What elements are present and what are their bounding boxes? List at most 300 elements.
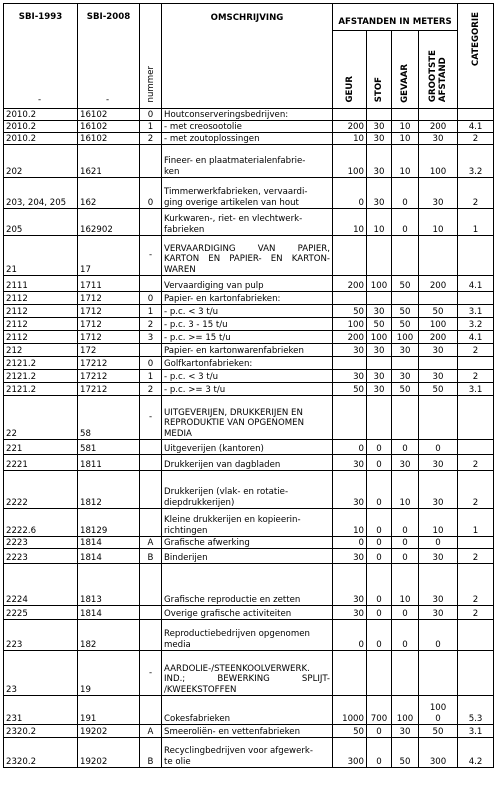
grootste-afstand-cell: 50 (419, 305, 458, 318)
gevaar-cell: 50 (392, 276, 419, 292)
geur-cell: 30 (333, 455, 367, 471)
omschrijving-line: Papier- en kartonfabrieken: (164, 293, 281, 304)
table-row (4, 549, 494, 564)
header-sbi-1993-dash: - (38, 94, 42, 105)
gevaar-cell (392, 292, 419, 305)
omschrijving-line: - p.c. < 3 t/u (164, 371, 219, 382)
omschrijving-line: Grafische reproductie en zetten (164, 594, 301, 605)
nummer-cell (140, 209, 162, 236)
sbi-2008-cell: 1813 (78, 564, 140, 606)
table-row (4, 276, 494, 292)
grootste-afstand-cell (419, 651, 458, 696)
nummer-cell (140, 509, 162, 537)
omschrijving-line: AARDOLIE-/STEENKOOLVERWERK. (164, 663, 310, 674)
sbi-2008-cell: 172 (78, 344, 140, 357)
sbi-1993-cell: 231 (4, 696, 78, 725)
categorie-cell: 3.2 (458, 318, 494, 331)
nummer-cell (140, 440, 162, 455)
sbi-1993-cell: 2010.2 (4, 133, 78, 145)
gevaar-cell: 100 (392, 331, 419, 344)
table-row (4, 651, 494, 696)
sbi-1993-cell: 2112 (4, 305, 78, 318)
stof-cell: 100 (367, 331, 392, 344)
nummer-cell (140, 606, 162, 620)
sbi-1993-cell: 221 (4, 440, 78, 455)
sbi-2008-cell: 182 (78, 620, 140, 651)
grootste-afstand-cell: 200 (419, 331, 458, 344)
stof-cell: 0 (367, 738, 392, 768)
omschrijving-line: Houtconserveringsbedrijven: (164, 109, 289, 120)
nummer-cell: 2 (140, 383, 162, 396)
nummer-cell (140, 455, 162, 471)
sbi-1993-cell: 205 (4, 209, 78, 236)
table-row (4, 471, 494, 509)
sbi-2008-cell: 162 (78, 178, 140, 209)
sbi-1993-cell: 2223 (4, 549, 78, 564)
categorie-cell: 2 (458, 344, 494, 357)
omschrijving-line: IND.; BEWERKING SPLIJT- (164, 674, 330, 684)
omschrijving-line: Golfkartonfabrieken: (164, 358, 253, 369)
omschrijving-line: Drukkerijen van dagbladen (164, 459, 281, 470)
geur-cell: 100 (333, 318, 367, 331)
table-row (4, 331, 494, 344)
geur-cell: 200 (333, 331, 367, 344)
categorie-cell: 4.1 (458, 331, 494, 344)
grootste-afstand-cell: 100 (419, 145, 458, 178)
sbi-1993-cell: 2320.2 (4, 725, 78, 738)
omschrijving-cell (162, 564, 333, 606)
grootste-afstand-cell: 30 (419, 471, 458, 509)
categorie-cell: 3.2 (458, 145, 494, 178)
table-row (4, 318, 494, 331)
geur-cell: 10 (333, 509, 367, 537)
gevaar-cell (392, 396, 419, 440)
geur-cell: 200 (333, 121, 367, 133)
omschrijving-line: MEDIA (164, 428, 192, 439)
header-gevaar: GEVAAR (392, 30, 419, 108)
omschrijving-cell (162, 292, 333, 305)
nummer-cell: - (140, 396, 162, 440)
sbi-2008-cell: 162902 (78, 209, 140, 236)
omschrijving-cell (162, 738, 333, 768)
categorie-cell (458, 236, 494, 276)
stof-cell: 0 (367, 509, 392, 537)
omschrijving-cell (162, 537, 333, 549)
table-row (4, 537, 494, 549)
nummer-cell: 3 (140, 331, 162, 344)
gevaar-cell: 0 (392, 620, 419, 651)
gevaar-cell: 30 (392, 370, 419, 383)
omschrijving-line: ging overige artikelen van hout (164, 197, 299, 208)
stof-cell: 30 (367, 344, 392, 357)
omschrijving-line: Cokesfabrieken (164, 713, 231, 724)
omschrijving-cell (162, 725, 333, 738)
table-row (4, 370, 494, 383)
header-geur: GEUR (333, 30, 367, 108)
sbi-2008-cell: 16102 (78, 109, 140, 121)
gevaar-cell: 100 (392, 696, 419, 725)
omschrijving-cell (162, 651, 333, 696)
geur-cell: 30 (333, 370, 367, 383)
omschrijving-cell (162, 549, 333, 564)
omschrijving-line: Fineer- en plaatmaterialenfabrie- (164, 156, 306, 166)
stof-cell: 0 (367, 725, 392, 738)
header-grootste-afstand: GROOTSTE AFSTAND (419, 30, 458, 108)
sbi-2008-cell: 1712 (78, 331, 140, 344)
geur-cell: 50 (333, 305, 367, 318)
omschrijving-line: Papier- en kartonwarenfabrieken (164, 345, 304, 356)
stof-cell: 700 (367, 696, 392, 725)
grootste-afstand-cell: 30 (419, 564, 458, 606)
geur-cell: 50 (333, 383, 367, 396)
gevaar-cell: 50 (392, 305, 419, 318)
sbi-1993-cell: 2223 (4, 537, 78, 549)
sbi-1993-cell: 2121.2 (4, 370, 78, 383)
omschrijving-line: - p.c. 3 - 15 t/u (164, 319, 228, 330)
geur-cell (333, 236, 367, 276)
sbi-2008-cell: 1712 (78, 318, 140, 331)
grootste-afstand-cell: 30 (419, 370, 458, 383)
table-row (4, 696, 494, 725)
sbi-1993-cell: 2224 (4, 564, 78, 606)
grootste-afstand-cell (419, 357, 458, 370)
table-row (4, 509, 494, 537)
omschrijving-line: REPRODUKTIE VAN OPGENOMEN (164, 418, 305, 428)
omschrijving-cell (162, 620, 333, 651)
sbi-2008-cell: 17 (78, 236, 140, 276)
stof-cell: 30 (367, 383, 392, 396)
grootste-afstand-cell: 30 (419, 178, 458, 209)
stof-cell: 30 (367, 370, 392, 383)
sbi-2008-cell: 19202 (78, 738, 140, 768)
sbi-1993-cell: 2320.2 (4, 738, 78, 768)
nummer-cell (140, 471, 162, 509)
sbi-2008-cell: 1711 (78, 276, 140, 292)
omschrijving-line: /KWEEKSTOFFEN (164, 684, 237, 695)
grootste-afstand-cell: 300 (419, 738, 458, 768)
sbi-2008-cell: 19 (78, 651, 140, 696)
omschrijving-cell (162, 606, 333, 620)
grootste-afstand-cell: 30 (419, 606, 458, 620)
sbi-2008-cell: 1621 (78, 145, 140, 178)
table-row (4, 738, 494, 768)
header-stof: STOF (367, 30, 392, 108)
sbi-1993-cell: 2112 (4, 331, 78, 344)
geur-cell (333, 651, 367, 696)
stof-cell: 0 (367, 564, 392, 606)
table-row (4, 178, 494, 209)
geur-cell: 1000 (333, 696, 367, 725)
omschrijving-line: WAREN (164, 264, 196, 275)
omschrijving-cell (162, 236, 333, 276)
gevaar-cell: 0 (392, 509, 419, 537)
header-nummer: nummer (140, 4, 162, 109)
nummer-cell: 2 (140, 318, 162, 331)
stof-cell: 0 (367, 549, 392, 564)
nummer-cell: 0 (140, 357, 162, 370)
gevaar-cell: 50 (392, 383, 419, 396)
omschrijving-cell (162, 509, 333, 537)
gevaar-cell: 10 (392, 564, 419, 606)
sbi-2008-cell: 17212 (78, 383, 140, 396)
gevaar-cell: 10 (392, 121, 419, 133)
categorie-cell: 2 (458, 564, 494, 606)
table-row (4, 236, 494, 276)
nummer-cell (140, 145, 162, 178)
categorie-cell (458, 357, 494, 370)
gevaar-cell: 0 (392, 549, 419, 564)
stof-cell: 0 (367, 606, 392, 620)
sbi-1993-cell: 2112 (4, 318, 78, 331)
omschrijving-line: Smeeroliën- en vettenfabrieken (164, 726, 301, 737)
categorie-cell: 2 (458, 471, 494, 509)
sbi-1993-cell: 212 (4, 344, 78, 357)
geur-cell: 0 (333, 440, 367, 455)
categorie-cell: 2 (458, 549, 494, 564)
sbi-1993-cell: 22 (4, 396, 78, 440)
sbi-2008-cell: 1812 (78, 471, 140, 509)
stof-cell: 10 (367, 209, 392, 236)
categorie-cell (458, 396, 494, 440)
geur-cell: 50 (333, 725, 367, 738)
omschrijving-cell (162, 145, 333, 178)
table-row (4, 305, 494, 318)
gevaar-cell (392, 236, 419, 276)
grootste-afstand-cell: 100 0 (419, 696, 458, 725)
sbi-1993-cell: 2010.2 (4, 121, 78, 133)
stof-cell (367, 396, 392, 440)
geur-cell: 30 (333, 606, 367, 620)
sbi-1993-cell: 2222.6 (4, 509, 78, 537)
stof-cell: 30 (367, 305, 392, 318)
nummer-cell: 2 (140, 133, 162, 145)
sbi-2008-cell: 1712 (78, 305, 140, 318)
nummer-cell: 0 (140, 109, 162, 121)
sbi-1993-cell: 203, 204, 205 (4, 178, 78, 209)
omschrijving-line: Drukkerijen (vlak- en rotatie- (164, 487, 289, 497)
nummer-cell: 1 (140, 370, 162, 383)
geur-cell: 30 (333, 564, 367, 606)
gevaar-cell: 0 (392, 209, 419, 236)
nummer-cell: A (140, 725, 162, 738)
categorie-cell: 2 (458, 455, 494, 471)
nummer-cell: 0 (140, 292, 162, 305)
table-row (4, 606, 494, 620)
gevaar-cell (392, 357, 419, 370)
nummer-cell: 1 (140, 305, 162, 318)
omschrijving-line: - p.c. >= 15 t/u (164, 332, 231, 343)
geur-cell (333, 292, 367, 305)
geur-cell: 0 (333, 178, 367, 209)
table-row (4, 133, 494, 145)
grootste-afstand-cell: 30 (419, 455, 458, 471)
table-row (4, 209, 494, 236)
grootste-afstand-cell (419, 292, 458, 305)
table-row (4, 292, 494, 305)
nummer-cell (140, 620, 162, 651)
stof-cell: 0 (367, 455, 392, 471)
table-row (4, 145, 494, 178)
omschrijving-cell (162, 455, 333, 471)
sbi-1993-cell: 202 (4, 145, 78, 178)
geur-cell: 10 (333, 133, 367, 145)
omschrijving-cell (162, 344, 333, 357)
categorie-cell: 1 (458, 509, 494, 537)
geur-cell: 30 (333, 549, 367, 564)
header-sbi-2008-dash: - (106, 94, 110, 105)
geur-cell: 10 (333, 209, 367, 236)
grootste-afstand-cell: 0 (419, 440, 458, 455)
sbi-2008-cell: 17212 (78, 357, 140, 370)
omschrijving-line: UITGEVERIJEN, DRUKKERIJEN EN (164, 407, 303, 418)
geur-cell (333, 109, 367, 121)
omschrijving-cell (162, 109, 333, 121)
sbi-1993-cell: 2121.2 (4, 357, 78, 370)
nummer-cell (140, 564, 162, 606)
omschrijving-line: - p.c. < 3 t/u (164, 306, 219, 317)
omschrijving-line: Grafische afwerking (164, 537, 250, 548)
grootste-afstand-cell (419, 396, 458, 440)
gevaar-cell: 50 (392, 738, 419, 768)
omschrijving-line: Kleine drukkerijen en kopieerin- (164, 515, 301, 525)
sbi-2008-cell: 18129 (78, 509, 140, 537)
categorie-cell: 3.1 (458, 383, 494, 396)
sbi-2008-cell: 191 (78, 696, 140, 725)
stof-cell (367, 109, 392, 121)
categorie-cell (458, 109, 494, 121)
omschrijving-line: media (164, 639, 191, 650)
table-row (4, 440, 494, 455)
stof-cell: 100 (367, 276, 392, 292)
nummer-cell: B (140, 738, 162, 768)
categorie-cell (458, 440, 494, 455)
stof-cell: 50 (367, 318, 392, 331)
grootste-afstand-cell: 0 (419, 620, 458, 651)
omschrijving-line: KARTON EN PAPIER- EN KARTON- (164, 254, 330, 264)
table-row (4, 383, 494, 396)
table-row (4, 396, 494, 440)
grootste-afstand-cell: 0 (419, 537, 458, 549)
omschrijving-line: te olie (164, 756, 191, 767)
sbi-2008-cell: 16102 (78, 121, 140, 133)
geur-cell: 30 (333, 344, 367, 357)
geur-cell: 0 (333, 537, 367, 549)
omschrijving-line: Vervaardiging van pulp (164, 280, 264, 291)
sbi-1993-cell: 2225 (4, 606, 78, 620)
geur-cell: 200 (333, 276, 367, 292)
omschrijving-line: Kurkwaren-, riet- en vlechtwerk- (164, 214, 303, 224)
omschrijving-cell (162, 396, 333, 440)
stof-cell: 0 (367, 537, 392, 549)
gevaar-cell: 10 (392, 133, 419, 145)
gevaar-cell: 10 (392, 145, 419, 178)
omschrijving-cell (162, 178, 333, 209)
categorie-cell: 2 (458, 606, 494, 620)
omschrijving-line: - met creosootolie (164, 121, 242, 132)
categorie-cell: 4.2 (458, 738, 494, 768)
categorie-cell: 2 (458, 133, 494, 145)
stof-cell (367, 236, 392, 276)
categorie-cell (458, 620, 494, 651)
gevaar-cell (392, 651, 419, 696)
sbi-1993-cell: 2221 (4, 455, 78, 471)
geur-cell: 30 (333, 471, 367, 509)
table-row (4, 357, 494, 370)
nummer-cell (140, 344, 162, 357)
stof-cell: 30 (367, 133, 392, 145)
sbi-1993-cell: 2222 (4, 471, 78, 509)
sbi-1993-cell: 2111 (4, 276, 78, 292)
nummer-cell (140, 696, 162, 725)
nummer-cell: - (140, 651, 162, 696)
gevaar-cell: 10 (392, 471, 419, 509)
stof-cell: 30 (367, 145, 392, 178)
sbi-1993-cell: 223 (4, 620, 78, 651)
omschrijving-cell (162, 133, 333, 145)
omschrijving-cell (162, 440, 333, 455)
sbi-2008-cell: 1811 (78, 455, 140, 471)
nummer-cell: 1 (140, 121, 162, 133)
sbi-2008-cell: 19202 (78, 725, 140, 738)
geur-cell (333, 357, 367, 370)
header-categorie: CATEGORIE (458, 4, 494, 109)
geur-cell: 0 (333, 620, 367, 651)
categorie-cell: 2 (458, 178, 494, 209)
grootste-afstand-cell: 30 (419, 549, 458, 564)
header-sbi-2008: SBI-2008 - (78, 4, 140, 109)
geur-cell: 100 (333, 145, 367, 178)
omschrijving-cell (162, 318, 333, 331)
gevaar-cell: 0 (392, 537, 419, 549)
omschrijving-line: ken (164, 166, 180, 177)
categorie-cell: 1 (458, 209, 494, 236)
omschrijving-cell (162, 383, 333, 396)
geur-cell: 300 (333, 738, 367, 768)
grootste-afstand-cell (419, 236, 458, 276)
categorie-cell (458, 651, 494, 696)
stof-cell: 30 (367, 121, 392, 133)
table-row (4, 725, 494, 738)
grootste-afstand-cell: 100 (419, 318, 458, 331)
gevaar-cell: 30 (392, 725, 419, 738)
sbi-2008-cell: 581 (78, 440, 140, 455)
header-afstanden: AFSTANDEN IN METERS (333, 4, 458, 31)
distance-table (3, 3, 494, 768)
omschrijving-cell (162, 696, 333, 725)
header-omschrijving: OMSCHRIJVING (162, 4, 333, 109)
grootste-afstand-cell: 30 (419, 133, 458, 145)
categorie-cell (458, 292, 494, 305)
categorie-cell: 4.1 (458, 276, 494, 292)
omschrijving-line: Timmerwerkfabrieken, vervaardi- (164, 187, 308, 197)
grootste-afstand-cell: 30 (419, 344, 458, 357)
nummer-cell: - (140, 236, 162, 276)
sbi-2008-cell: 1814 (78, 549, 140, 564)
omschrijving-cell (162, 305, 333, 318)
omschrijving-line: Uitgeverijen (kantoren) (164, 443, 264, 454)
omschrijving-cell (162, 209, 333, 236)
header-sbi-1993: SBI-1993 - (4, 4, 78, 109)
grootste-afstand-cell: 200 (419, 276, 458, 292)
omschrijving-line: fabrieken (164, 224, 205, 235)
omschrijving-line: Recyclingbedrijven voor afgewerk- (164, 746, 313, 756)
sbi-2008-cell: 1814 (78, 537, 140, 549)
stof-cell (367, 357, 392, 370)
sbi-1993-cell: 23 (4, 651, 78, 696)
sbi-2008-cell: 1814 (78, 606, 140, 620)
grootste-afstand-cell (419, 109, 458, 121)
omschrijving-line: VERVAARDIGING VAN PAPIER, (164, 243, 330, 254)
